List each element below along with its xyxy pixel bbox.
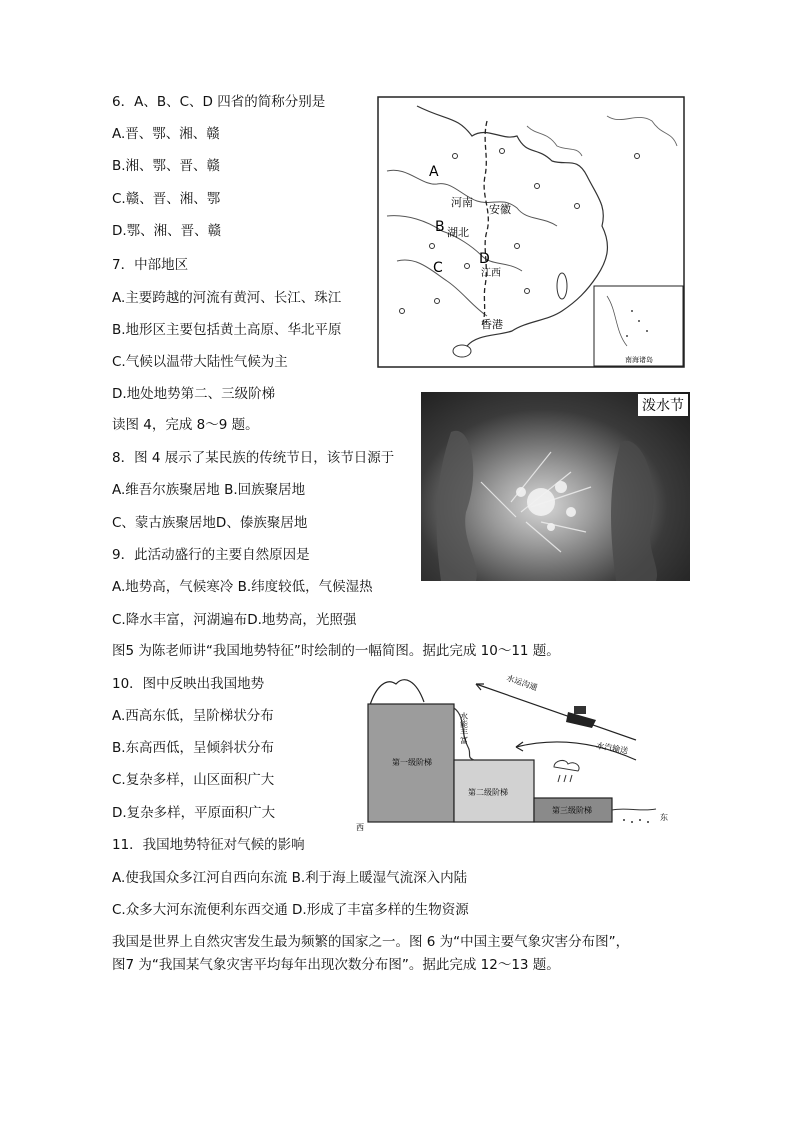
q10-option-d: D.复杂多样，平原面积广大 xyxy=(112,805,276,821)
terrain-hydro-label xyxy=(460,711,469,744)
map-label-henan: 河南 xyxy=(451,196,473,209)
intro-fig5: 图5 为陈老师讲“我国地势特征”时绘制的一幅简图。据此完成 10～11 题。 xyxy=(112,643,560,659)
q6-option-a: A.晋、鄂、湘、赣 xyxy=(112,126,220,142)
map-label-c: C xyxy=(433,260,443,276)
q6-option-c: C.赣、晋、湘、鄂 xyxy=(112,191,221,207)
q6-stem: 6．A、B、C、D 四省的简称分别是 xyxy=(112,94,326,110)
photo-caption: 泼水节 xyxy=(638,394,688,416)
festival-photo xyxy=(421,392,690,581)
q8-stem: 8．图 4 展示了某民族的传统节日，该节日源于 xyxy=(112,450,395,466)
q7-option-b: B.地形区主要包括黄土高原、华北平原 xyxy=(112,322,342,338)
q9-options-row2: C.降水丰富，河湖遍布D.地势高，光照强 xyxy=(112,612,357,628)
terrain-east-label: 东 xyxy=(660,813,668,822)
q9-options-row1: A.地势高，气候寒冷 B.纬度较低，气候湿热 xyxy=(112,579,373,595)
q8-options-row1: A.维吾尔族聚居地 B.回族聚居地 xyxy=(112,482,306,498)
q7-option-c: C.气候以温带大陆性气候为主 xyxy=(112,354,288,370)
map-label-hongkong: 香港 xyxy=(481,318,503,331)
q10-option-a: A.西高东低，呈阶梯状分布 xyxy=(112,708,274,724)
terrain-water-transport-label: 水运沟通 xyxy=(505,673,539,693)
q11-options-row1: A.使我国众多江河自西向东流 B.利于海上暖湿气流深入内陆 xyxy=(112,870,468,886)
q8-options-row2: C、蒙古族聚居地D、傣族聚居地 xyxy=(112,515,308,531)
q11-options-row2: C.众多大河东流便利东西交通 D.形成了丰富多样的生物资源 xyxy=(112,902,469,918)
terrain-step3-label: 第三级阶梯 xyxy=(552,806,592,815)
map-label-inset: 南海诸岛 xyxy=(625,356,653,364)
map-label-a: A xyxy=(429,164,439,180)
intro-fig4: 读图 4，完成 8～9 题。 xyxy=(112,417,259,433)
terrain-vapor-label: 水汽输送 xyxy=(595,741,629,756)
china-map-figure xyxy=(377,96,685,368)
map-label-hubei: 湖北 xyxy=(447,226,469,239)
map-label-anhui: 安徽 xyxy=(489,203,511,216)
intro-fig6-line1: 我国是世界上自然灾害发生最为频繁的国家之一。图 6 为“中国主要气象灾害分布图”， xyxy=(112,934,630,950)
map-label-b: B xyxy=(435,219,445,235)
intro-fig6-line2: 图7 为“我国某气象灾害平均每年出现次数分布图”。据此完成 12～13 题。 xyxy=(112,957,560,973)
rain-cloud-icon xyxy=(554,760,579,782)
q9-stem: 9．此活动盛行的主要自然原因是 xyxy=(112,547,310,563)
q7-option-a: A.主要跨越的河流有黄河、长江、珠江 xyxy=(112,290,342,306)
q10-option-b: B.东高西低，呈倾斜状分布 xyxy=(112,740,275,756)
splash-icon xyxy=(421,392,690,581)
terrain-west-label: 西 xyxy=(356,823,364,832)
q7-option-d: D.地处地势第二、三级阶梯 xyxy=(112,386,276,402)
svg-text:水能丰富: 水能丰富 xyxy=(459,712,469,744)
map-label-jiangxi: 江西 xyxy=(481,268,501,279)
q10-option-c: C.复杂多样，山区面积广大 xyxy=(112,772,275,788)
q11-stem: 11．我国地势特征对气候的影响 xyxy=(112,837,305,853)
terrain-staircase-diagram xyxy=(356,672,680,832)
map-label-d: D xyxy=(479,251,490,267)
q6-option-b: B.湘、鄂、晋、赣 xyxy=(112,158,221,174)
terrain-step2-label: 第二级阶梯 xyxy=(468,788,508,797)
terrain-step1-label: 第一级阶梯 xyxy=(392,758,432,767)
q7-stem: 7．中部地区 xyxy=(112,257,189,273)
ship-icon xyxy=(566,706,596,728)
q10-stem: 10．图中反映出我国地势 xyxy=(112,676,265,692)
q6-option-d: D.鄂、湘、晋、赣 xyxy=(112,223,222,239)
